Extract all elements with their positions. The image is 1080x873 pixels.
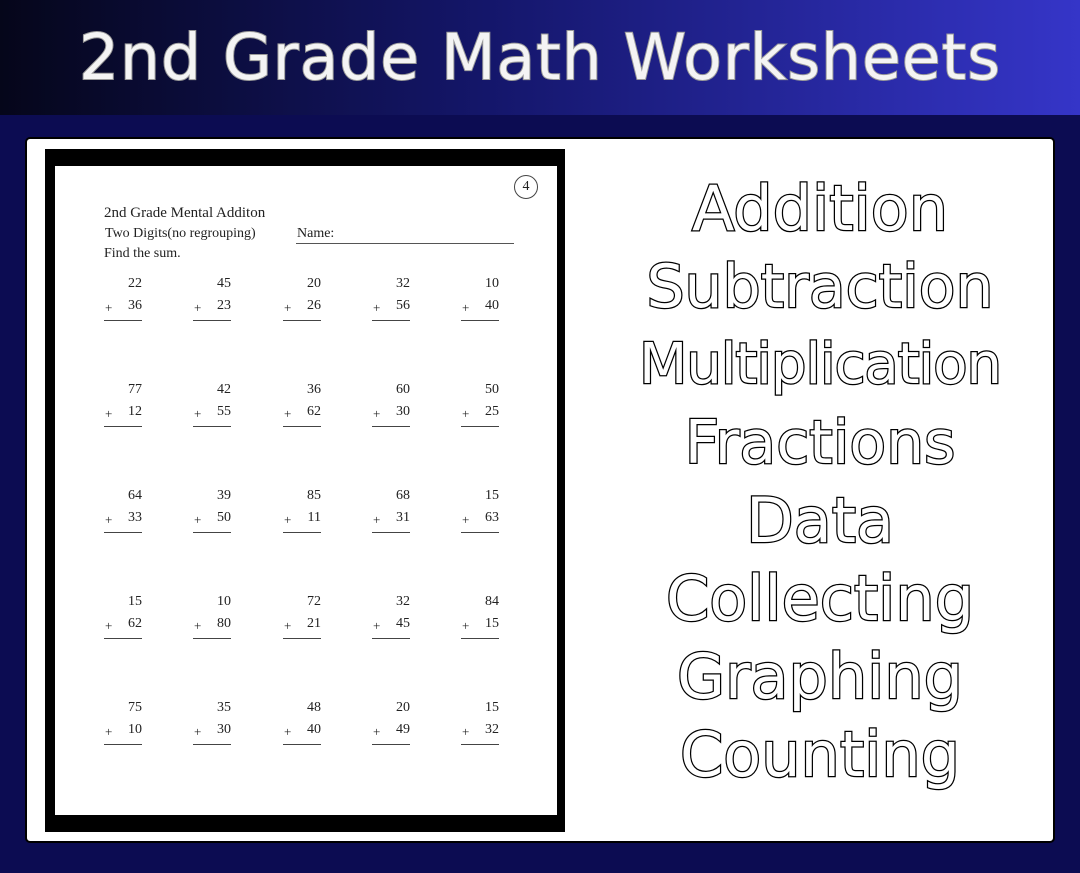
banner-title: 2nd Grade Math Worksheets [78,21,1002,94]
answer-line [193,744,231,745]
worksheet-instruction: Find the sum. [104,246,181,261]
topic-data: Data [745,484,895,557]
problem-top-number: 45 [217,276,231,291]
problem-bottom-number: 26 [307,298,321,313]
problem-top-number: 48 [307,700,321,715]
answer-line [104,638,142,639]
answer-line [104,320,142,321]
topic-list [585,170,1055,794]
plus-sign: + [284,406,292,421]
plus-sign: + [462,618,470,633]
plus-sign: + [105,512,113,527]
problem-bottom-number: 40 [485,298,499,313]
plus-sign: + [194,300,202,315]
answer-line [283,532,321,533]
problem-top-number: 20 [307,276,321,291]
plus-sign: + [462,724,470,739]
topic-subtraction: Subtraction [646,252,994,322]
problem-bottom-number: 50 [217,510,231,525]
plus-sign: + [373,300,381,315]
answer-line [372,532,410,533]
answer-line [372,320,410,321]
answer-line [283,320,321,321]
worksheet-subtitle: Two Digits(no regrouping) [105,226,256,241]
problem-top-number: 84 [485,594,499,609]
problem-bottom-number: 31 [396,510,410,525]
plus-sign: + [284,512,292,527]
problem-top-number: 50 [485,382,499,397]
problem-top-number: 32 [396,276,410,291]
problem-top-number: 35 [217,700,231,715]
plus-sign: + [194,724,202,739]
problem-bottom-number: 33 [128,510,142,525]
answer-line [461,638,499,639]
plus-sign: + [284,300,292,315]
problem-bottom-number: 12 [128,404,142,419]
problem-bottom-number: 25 [485,404,499,419]
plus-sign: + [194,406,202,421]
answer-line [104,744,142,745]
answer-line [104,532,142,533]
answer-line [193,426,231,427]
problem-bottom-number: 62 [128,616,142,631]
problem-top-number: 64 [128,488,142,503]
problem-bottom-number: 32 [485,722,499,737]
problem-top-number: 20 [396,700,410,715]
problem-bottom-number: 80 [217,616,231,631]
answer-line [372,744,410,745]
plus-sign: + [194,618,202,633]
problem-top-number: 22 [128,276,142,291]
answer-line [193,638,231,639]
problem-top-number: 75 [128,700,142,715]
plus-sign: + [105,724,113,739]
plus-sign: + [462,300,470,315]
problem-top-number: 39 [217,488,231,503]
problem-bottom-number: 45 [396,616,410,631]
plus-sign: + [462,406,470,421]
problem-bottom-number: 63 [485,510,499,525]
problem-bottom-number: 10 [128,722,142,737]
plus-sign: + [373,724,381,739]
answer-line [193,320,231,321]
plus-sign: + [373,618,381,633]
answer-line [193,532,231,533]
problem-bottom-number: 15 [485,616,499,631]
plus-sign: + [105,618,113,633]
problem-bottom-number: 55 [217,404,231,419]
answer-line [461,426,499,427]
problem-bottom-number: 40 [307,722,321,737]
problem-bottom-number: 36 [128,298,142,313]
topic-fractions: Fractions [684,408,956,478]
answer-line [104,426,142,427]
plus-sign: + [373,512,381,527]
plus-sign: + [462,512,470,527]
problem-bottom-number: 62 [307,404,321,419]
answer-line [461,744,499,745]
problem-top-number: 85 [307,488,321,503]
topic-collecting: Collecting [665,562,975,635]
problem-top-number: 15 [485,700,499,715]
problem-top-number: 60 [396,382,410,397]
answer-line [461,320,499,321]
name-line [296,243,514,244]
problem-bottom-number: 49 [396,722,410,737]
name-label: Name: [297,226,335,241]
problem-bottom-number: 21 [307,616,321,631]
problem-bottom-number: 30 [217,722,231,737]
problem-top-number: 36 [307,382,321,397]
problem-top-number: 68 [396,488,410,503]
topic-graphing: Graphing [676,640,964,713]
topic-multiplication: Multiplication [639,332,1001,397]
topic-addition: Addition [691,172,949,245]
problem-bottom-number: 30 [396,404,410,419]
problem-top-number: 42 [217,382,231,397]
problem-top-number: 72 [307,594,321,609]
worksheet-title: 2nd Grade Mental Additon [104,205,266,221]
answer-line [283,744,321,745]
problem-bottom-number: 23 [217,298,231,313]
answer-line [283,638,321,639]
problem-top-number: 10 [217,594,231,609]
problem-top-number: 15 [485,488,499,503]
problem-top-number: 77 [128,382,142,397]
problem-bottom-number: 11 [307,510,321,525]
answer-line [283,426,321,427]
plus-sign: + [105,300,113,315]
page-number-badge: 4 [514,175,538,199]
topic-counting: Counting [680,718,960,791]
worksheet-page [55,166,557,815]
plus-sign: + [373,406,381,421]
problem-top-number: 15 [128,594,142,609]
plus-sign: + [284,724,292,739]
plus-sign: + [194,512,202,527]
answer-line [372,638,410,639]
plus-sign: + [284,618,292,633]
answer-line [461,532,499,533]
plus-sign: + [105,406,113,421]
problem-top-number: 32 [396,594,410,609]
answer-line [372,426,410,427]
problem-bottom-number: 56 [396,298,410,313]
problem-top-number: 10 [485,276,499,291]
title-banner [0,0,1080,115]
